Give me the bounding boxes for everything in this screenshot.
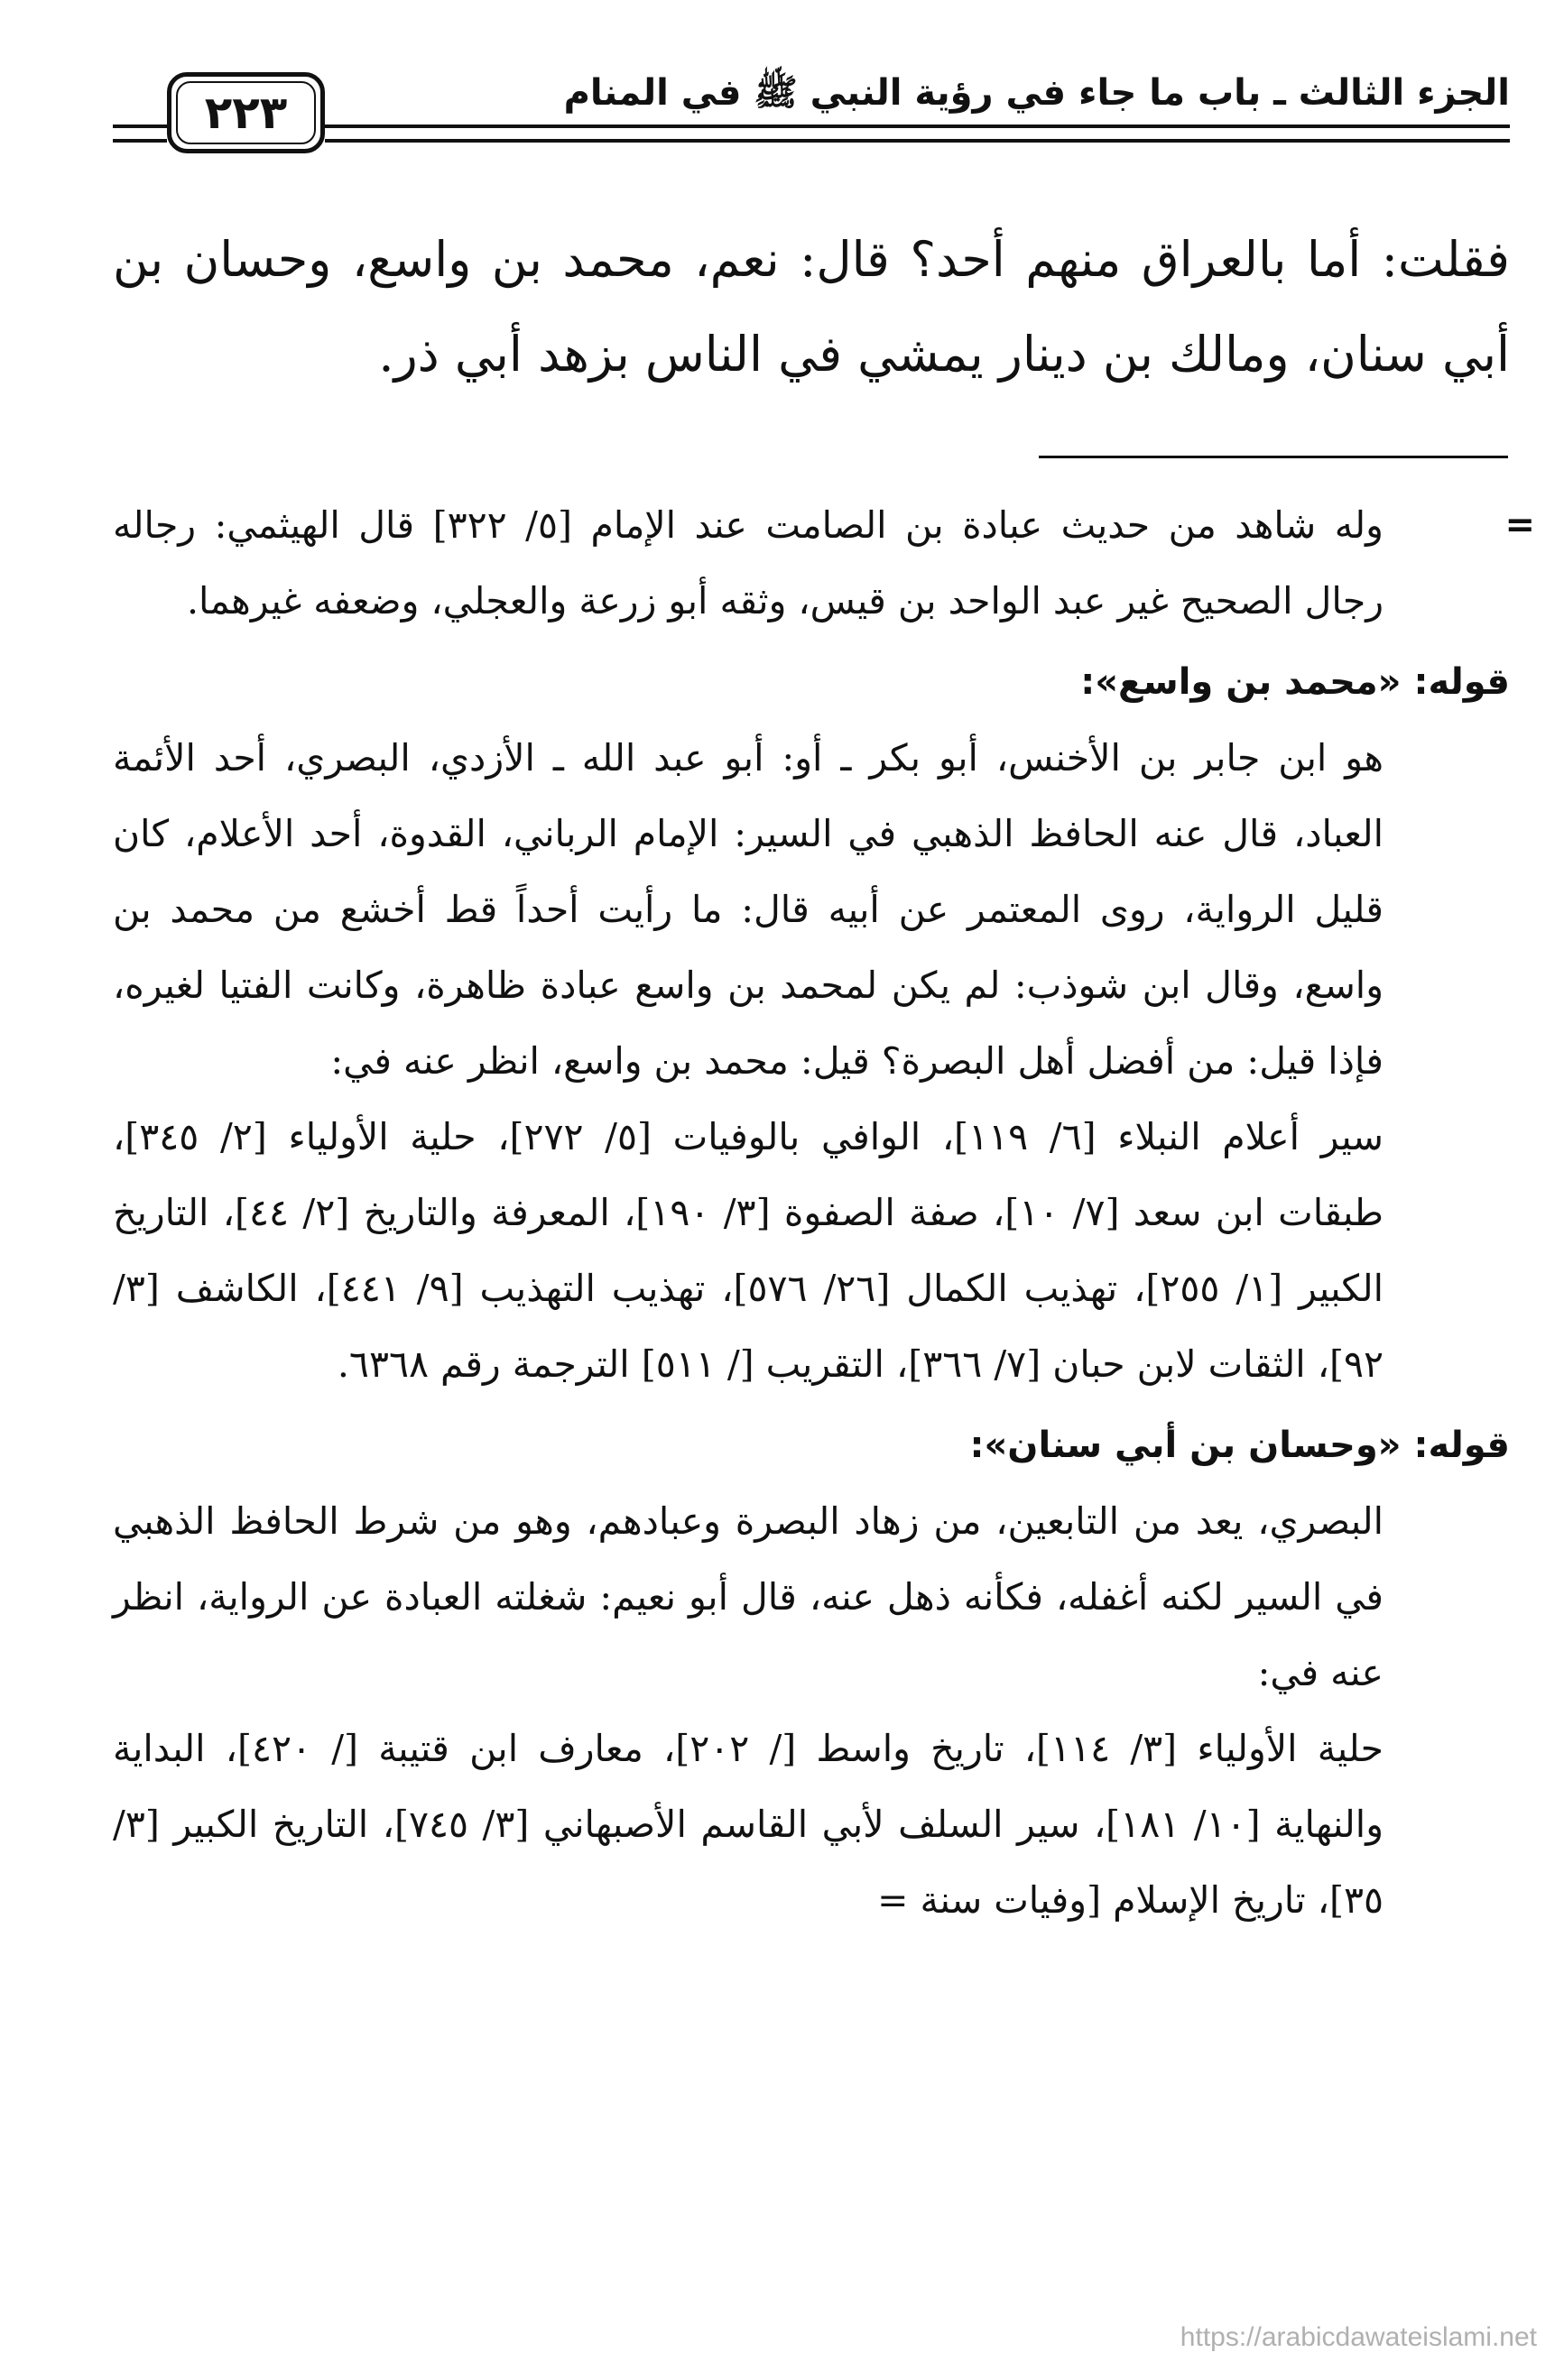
footnote-refs: حلية الأولياء [٣/ ١١٤]، تاريخ واسط [/ ٢٠٢]، معارف ابن قتيبة [/ ٤٢٠]، البداية والنهاية [١٠/ ١٨١]، سير السلف لأبي القاسم الأصبهاني [٣/ ٧٤٥]، التاريخ الكبير [٣/ ٣٥]، تاريخ الإسلام [وفيات سنة = [113,1727,1384,1922]
footnote-divider [1039,456,1508,458]
main-paragraph: فقلت: أما بالعراق منهم أحد؟ قال: نعم، محمد بن واسع، وحسان بن أبي سنان، ومالك بن دينار يمشي في الناس بزهد أبي ذر. [113,231,1510,383]
header-rule [113,139,167,143]
header-rule [325,125,1510,128]
page-number-frame [167,72,325,153]
watermark-url: https://arabicdawateislami.net [1180,2322,1537,2352]
footnote-heading [113,1407,1510,1483]
main-text [113,212,1510,401]
footnote-entry [113,644,1510,1402]
footnote-heading [113,644,1510,720]
footnote-term: «وحسان بن أبي سنان»: [969,1425,1402,1466]
footnote-entry [113,1407,1510,1938]
page-header [0,0,1564,180]
running-title: الجزء الثالث ـ باب ما جاء في رؤية النبي ﷺ في المنام [563,72,1510,114]
footnote-continuation: وله شاهد من حديث عبادة بن الصامت عند الإمام [٥/ ٣٢٢] قال الهيثمي: رجاله رجال الصحيح غير عبد الواحد بن قيس، وثقه أبو زرعة والعجلي، وضعفه غيرهما. [113,503,1384,623]
header-rule [325,139,1510,143]
footnote-refs: سير أعلام النبلاء [٦/ ١١٩]، الوافي بالوفيات [٥/ ٢٧٢]، حلية الأولياء [٢/ ٣٤٥]، طبقات ابن سعد [٧/ ١٠]، صفة الصفوة [٣/ ١٩٠]، المعرفة والتاريخ [٢/ ٤٤]، التاريخ الكبير [١/ ٢٥٥]، تهذيب الكمال [٢٦/ ٥٧٦]، تهذيب التهذيب [٩/ ٤٤١]، الكاشف [٣/ ٩٢]، الثقات لابن حبان [٧/ ٣٦٦]، التقريب [/ ٥١١] الترجمة رقم ٦٣٦٨. [113,1115,1384,1386]
footnote-body: البصري، يعد من التابعين، من زهاد البصرة وعبادهم، وهو من شرط الحافظ الذهبي في السير لكنه أغفله، فكأنه ذهل عنه، قال أبو نعيم: شغلته العبادة عن الرواية، انظر عنه في: [113,1499,1384,1694]
footnotes [113,487,1535,1938]
header-rule [113,125,167,128]
continuation-mark: = [1504,504,1535,546]
footnote-term: «محمد بن واسع»: [1080,661,1402,703]
footnote-label: قوله: [1413,1425,1510,1466]
footnote-body: هو ابن جابر بن الأخنس، أبو بكر ـ أو: أبو عبد الله ـ الأزدي، البصري، أحد الأئمة العباد، قال عنه الحافظ الذهبي في السير: الإمام الرباني، القدوة، أحد الأعلام، كان قليل الرواية، روى المعتمر عن أبيه قال: ما رأيت أحداً قط أخشع من محمد بن واسع، وقال ابن شوذب: لم يكن لمحمد بن واسع عبادة ظاهرة، وكانت الفتيا لغيره، فإذا قيل: من أفضل أهل البصرة؟ قيل: محمد بن واسع، انظر عنه في: [113,736,1384,1083]
page-number: ٢٢٣ [204,87,288,139]
footnote-label: قوله: [1413,661,1510,703]
